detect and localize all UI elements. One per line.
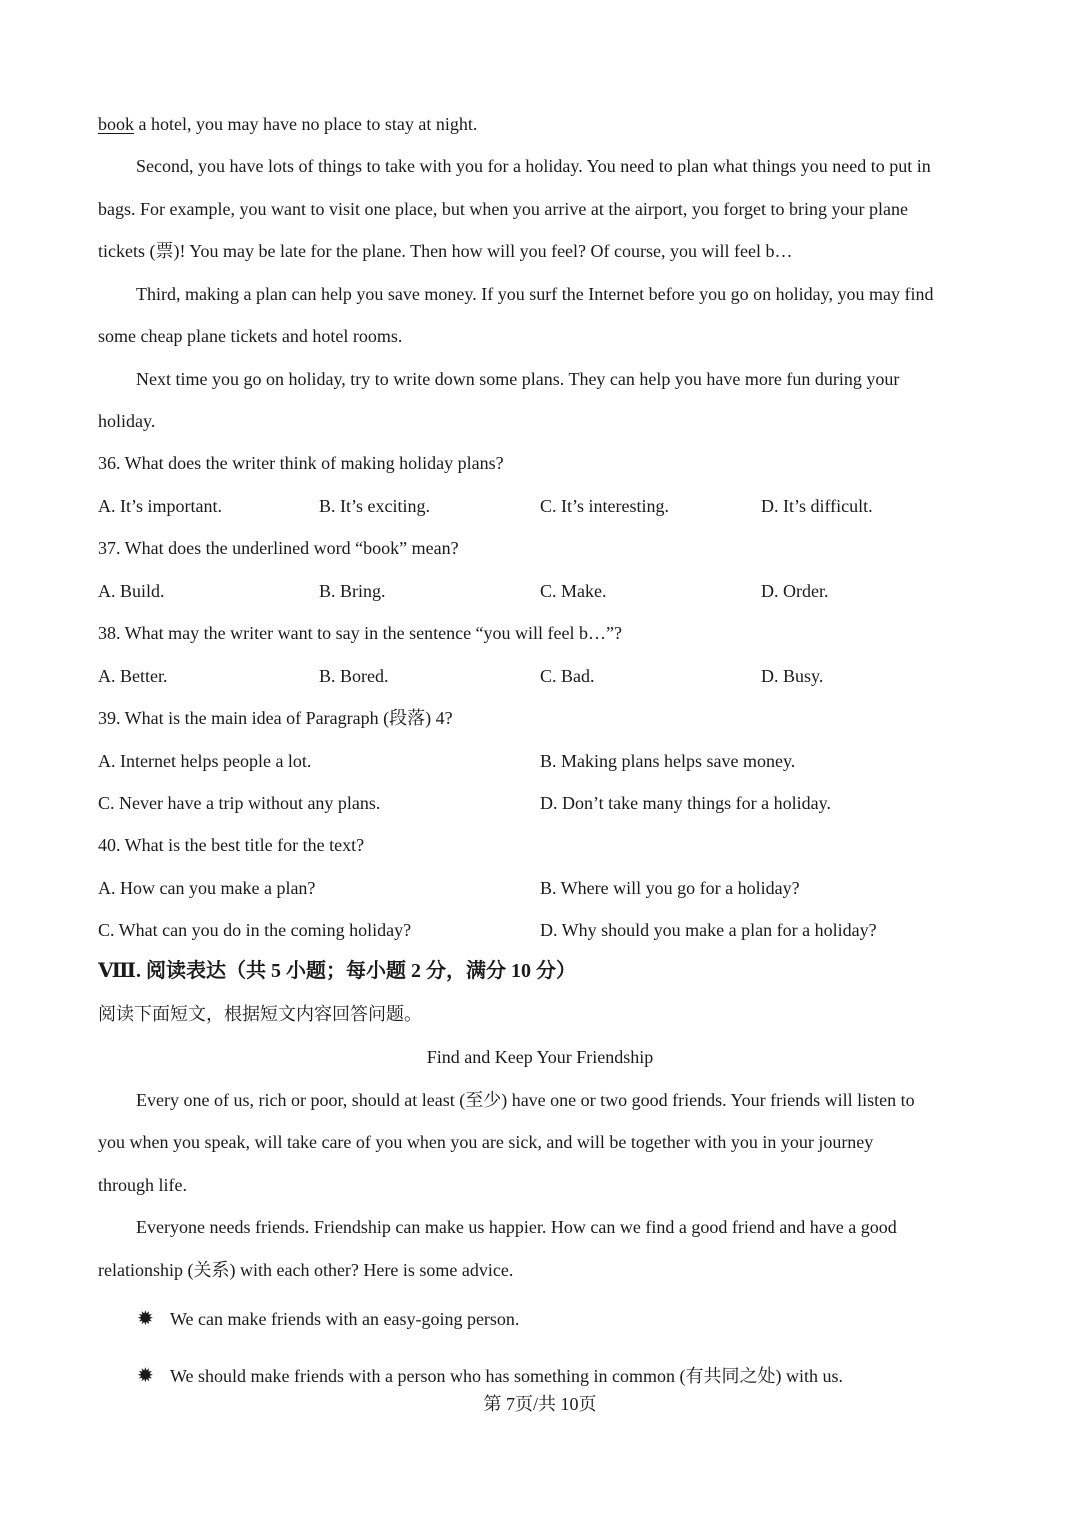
answer-option: A. Build. bbox=[98, 581, 165, 601]
question-stem: 36. What does the writer think of making holiday plans? bbox=[98, 453, 504, 473]
page-number: 第 7页/共 10页 bbox=[483, 1394, 597, 1414]
passage-text: a hotel, you may have no place to stay at night. bbox=[134, 114, 478, 134]
answer-option: C. Never have a trip without any plans. bbox=[98, 793, 381, 813]
answer-option: A. How can you make a plan? bbox=[98, 878, 316, 898]
advice-bullet bbox=[137, 1307, 519, 1331]
advice-bullet bbox=[137, 1364, 843, 1388]
question-stem: 39. What is the main idea of Paragraph (段落) 4? bbox=[98, 708, 453, 728]
bullet-text: We can make friends with an easy-going person. bbox=[170, 1309, 520, 1329]
answer-option: C. Bad. bbox=[540, 666, 595, 686]
starburst-bullet-icon: ✹ bbox=[137, 1308, 154, 1330]
passage-line: bags. For example, you want to visit one place, but when you arrive at the airport, you forget to bring your plane bbox=[98, 199, 908, 219]
underlined-word-book: book bbox=[98, 114, 134, 134]
answer-option: D. Busy. bbox=[761, 666, 824, 686]
bullet-text: We should make friends with a person who has something in common (有共同之处) with us. bbox=[170, 1366, 843, 1386]
answer-option: C. What can you do in the coming holiday? bbox=[98, 920, 412, 940]
answer-option: D. It’s difficult. bbox=[761, 496, 873, 516]
section-heading: Ⅷ. 阅读表达（共 5 小题；每小题 2 分，满分 10 分） bbox=[98, 960, 576, 982]
passage-line: Third, making a plan can help you save money. If you surf the Internet before you go on holiday, you may find bbox=[136, 284, 934, 304]
answer-option: B. Making plans helps save money. bbox=[540, 751, 796, 771]
question-stem: 37. What does the underlined word “book” mean? bbox=[98, 538, 459, 558]
answer-option: A. Internet helps people a lot. bbox=[98, 751, 312, 771]
passage-line: through life. bbox=[98, 1175, 187, 1195]
answer-option: D. Why should you make a plan for a holiday? bbox=[540, 920, 877, 940]
answer-option: C. It’s interesting. bbox=[540, 496, 669, 516]
passage-line: Every one of us, rich or poor, should at least (至少) have one or two good friends. Your friends will listen to bbox=[136, 1090, 915, 1110]
passage-line: holiday. bbox=[98, 411, 156, 431]
starburst-bullet-icon: ✹ bbox=[137, 1365, 154, 1387]
passage-line bbox=[98, 112, 477, 136]
answer-option: B. Where will you go for a holiday? bbox=[540, 878, 800, 898]
answer-option: D. Order. bbox=[761, 581, 829, 601]
answer-option: A. It’s important. bbox=[98, 496, 222, 516]
passage-line: you when you speak, will take care of you when you are sick, and will be together with you in your journey bbox=[98, 1132, 874, 1152]
answer-option: C. Make. bbox=[540, 581, 607, 601]
question-stem: 38. What may the writer want to say in the sentence “you will feel b…”? bbox=[98, 623, 622, 643]
answer-option: D. Don’t take many things for a holiday. bbox=[540, 793, 831, 813]
passage-line: Everyone needs friends. Friendship can make us happier. How can we find a good friend and have a good bbox=[136, 1217, 897, 1237]
section-instruction: 阅读下面短文，根据短文内容回答问题。 bbox=[98, 1004, 422, 1024]
answer-option: B. Bring. bbox=[319, 581, 386, 601]
passage-line: Next time you go on holiday, try to write down some plans. They can help you have more fun during your bbox=[136, 369, 900, 389]
passage-title: Find and Keep Your Friendship bbox=[426, 1047, 654, 1067]
passage-line: tickets (票)! You may be late for the plane. Then how will you feel? Of course, you will feel b… bbox=[98, 241, 793, 261]
answer-option: B. Bored. bbox=[319, 666, 389, 686]
answer-option: B. It’s exciting. bbox=[319, 496, 430, 516]
passage-line: Second, you have lots of things to take with you for a holiday. You need to plan what things you need to put in bbox=[136, 156, 931, 176]
answer-option: A. Better. bbox=[98, 666, 168, 686]
passage-line: relationship (关系) with each other? Here is some advice. bbox=[98, 1260, 514, 1280]
question-stem: 40. What is the best title for the text? bbox=[98, 835, 365, 855]
passage-line: some cheap plane tickets and hotel rooms. bbox=[98, 326, 403, 346]
